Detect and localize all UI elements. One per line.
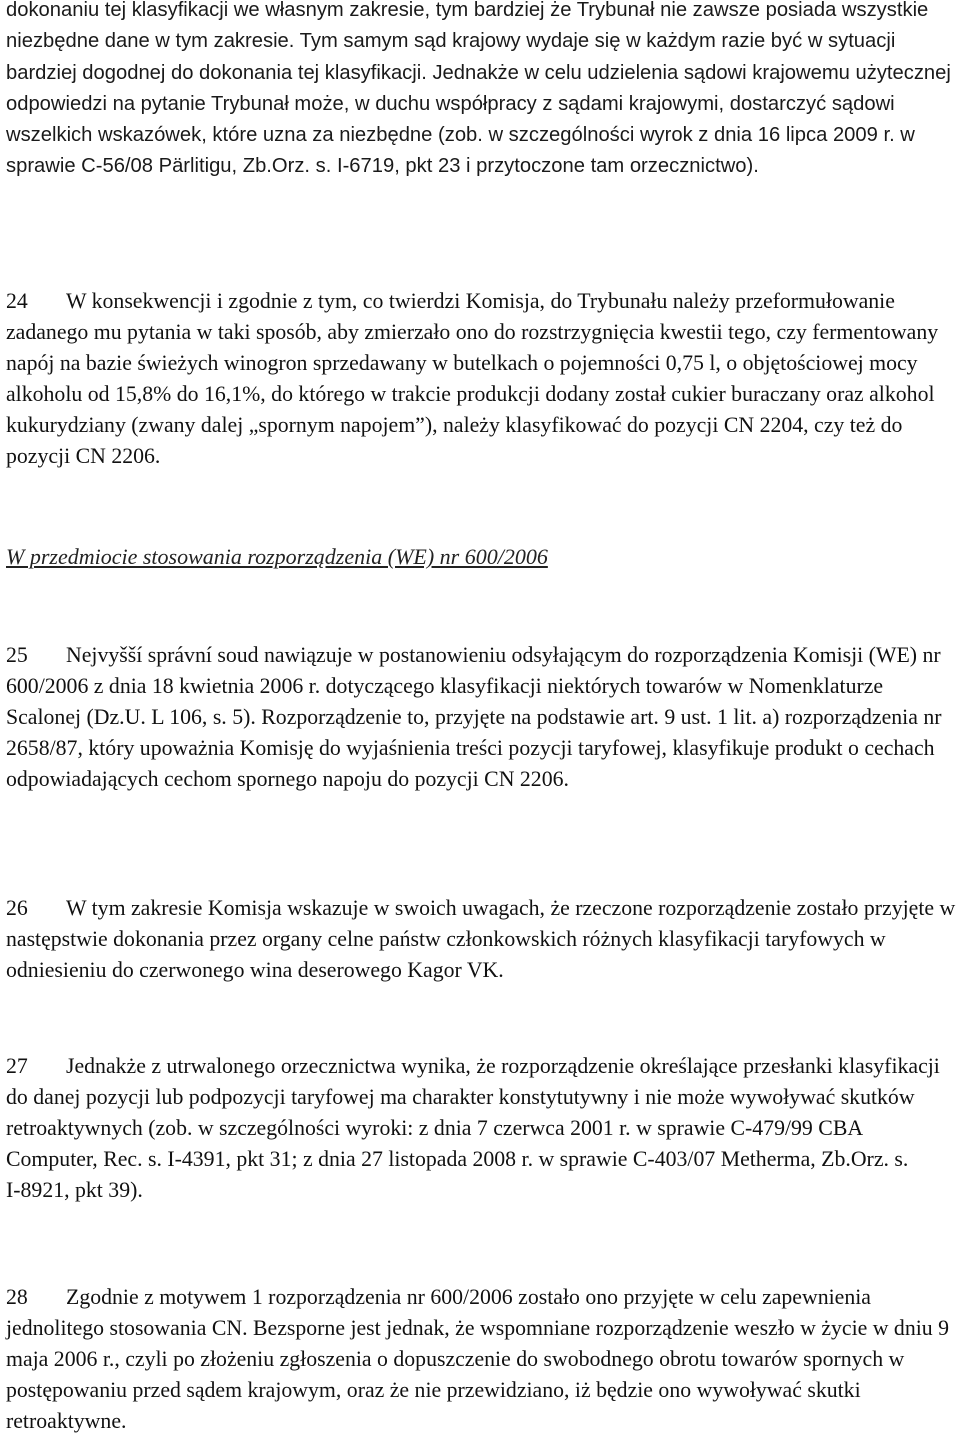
paragraph-number: 25 [6,643,28,667]
paragraph-28 [6,1282,956,1437]
paragraph-text: W konsekwencji i zgodnie z tym, co twierdzi Komisja, do Trybunału należy przeformułowanie zadanego mu pytania w taki sposób, aby zmierzało ono do rozstrzygnięcia kwestii tego, czy fermentowany napój na bazie świeżych winogron sprzedawany w butelkach o pojemności 0,75 l, o objętościowej mocy alkoholu od 15,8% do 16,1%, do którego w trakcie produkcji dodany został cukier buraczany oraz alkohol kukurydziany (zwany dalej „spornym napojem”), należy klasyfikować do pozycji CN 2204, czy też do pozycji CN 2206. [6,289,939,468]
paragraph-25 [6,640,956,795]
paragraph-number: 26 [6,896,28,920]
section-heading: W przedmiocie stosowania rozporządzenia (WE) nr 600/2006 [6,544,548,569]
paragraph-number: 24 [6,289,28,313]
paragraph-text: Zgodnie z motywem 1 rozporządzenia nr 600/2006 zostało ono przyjęte w celu zapewnienia jednolitego stosowania CN. Bezsporne jest jednak, że wspomniane rozporządzenie weszło w życie w dniu 9 maja 2006 r., czyli po złożeniu zgłoszenia o dopuszczenie do swobodnego obrotu towarów spornych w postępowaniu przed sądem krajowym, oraz że nie przewidziano, iż będzie ono wywoływać skutki retroaktywne. [6,1285,950,1433]
paragraph-text: Nejvyšší správní soud nawiązuje w postanowieniu odsyłającym do rozporządzenia Komisji (WE) nr 600/2006 z dnia 18 kwietnia 2006 r. dotyczącego klasyfikacji niektórych towarów w Nomenklaturze Scalonej (Dz.U. L 106, s. 5). Rozporządzenie to, przyjęte na podstawie art. 9 ust. 1 lit. a) rozporządzenia nr 2658/87, który upoważnia Komisję do wyjaśnienia treści pozycji taryfowej, klasyfikuje produkt o cechach odpowiadających cechom spornego napoju do pozycji CN 2206. [6,643,942,791]
paragraph-number: 27 [6,1054,28,1078]
paragraph-text: W tym zakresie Komisja wskazuje w swoich uwagach, że rzeczone rozporządzenie zostało przyjęte w następstwie dokonania przez organy celne państw członkowskich różnych klasyfikacji taryfowych w odniesieniu do czerwonego wina deserowego Kagor VK. [6,896,956,982]
paragraph-27 [6,1051,956,1206]
paragraph-24 [6,286,956,472]
paragraph-26 [6,893,956,986]
paragraph-text: Jednakże z utrwalonego orzecznictwa wynika, że rozporządzenie określające przesłanki klasyfikacji do danej pozycji lub podpozycji taryfowej ma charakter konstytutywny i nie może wywoływać skutków retroaktywnych (zob. w szczególności wyroki: z dnia 7 czerwca 2001 r. w sprawie C‑479/99 CBA Computer, Rec. s. I‑4391, pkt 31; z dnia 27 listopada 2008 r. w sprawie C‑403/07 Metherma, Zb.Orz. s. I‑8921, pkt 39). [6,1054,940,1202]
paragraph-number: 28 [6,1285,28,1309]
intro-paragraph: dokonaniu tej klasyfikacji we własnym zakresie, tym bardziej że Trybunał nie zawsze posiada wszystkie niezbędne dane w tym zakresie. Tym samym sąd krajowy wydaje się w każdym razie być w sytuacji bardziej dogodnej do dokonania tej klasyfikacji. Jednakże w celu udzielenia sądowi krajowemu użytecznej odpowiedzi na pytanie Trybunał może, w duchu współpracy z sądami krajowymi, dostarczyć sądowi wszelkich wskazówek, które uzna za niezbędne (zob. w szczególności wyrok z dnia 16 lipca 2009 r. w sprawie C‑56/08 Pärlitigu, Zb.Orz. s. I‑6719, pkt 23 i przytoczone tam orzecznictwo). [6,0,951,178]
